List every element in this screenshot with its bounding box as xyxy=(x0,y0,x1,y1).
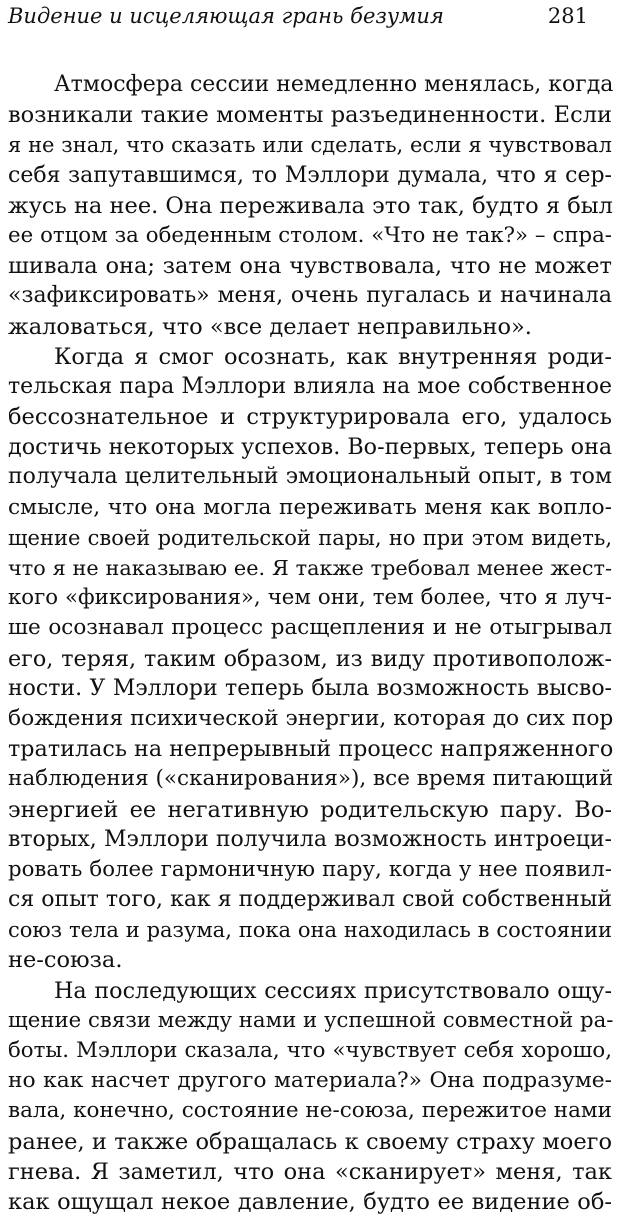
text-line: достичь некоторых успехов. Во-первых, теперь она xyxy=(8,434,613,461)
text-line: «зафиксировать» меня, очень пугалась и начинала xyxy=(8,283,612,309)
text-line: ше осознавал процесс расщепления и не отыгрывал xyxy=(8,615,612,641)
text-line: что я не наказываю ее. Я также требовал менее жест- xyxy=(8,556,612,580)
text-line: возникали такие моменты разъединенности. Если xyxy=(8,102,612,129)
text-line: смысле, что она могла переживать меня как вопло- xyxy=(8,494,612,520)
text-line: бождения психической энергии, которая до сих пор xyxy=(8,705,614,731)
text-line: жаловаться, что «все делает неправильно». xyxy=(8,313,532,340)
page-number: 281 xyxy=(547,4,588,28)
text-line: наблюдения («сканирования»), все время питающий xyxy=(8,766,614,792)
text-line: Атмосфера сессии немедленно менялась, когда xyxy=(54,72,614,97)
text-line: шивала она; затем она чувствовала, что не может xyxy=(8,253,612,280)
text-line: ся опыт того, как я поддерживал свой собственный xyxy=(8,887,612,913)
text-line: ранее, и также обращалась к своему страху моего xyxy=(8,1128,612,1155)
text-line: Когда я смог осознать, как внутренняя роди- xyxy=(54,343,612,370)
text-line: как ощущал некое давление, будто ее видение об- xyxy=(8,1188,612,1215)
text-line: На последующих сессиях присутствовало ощу- xyxy=(54,977,612,1004)
text-line: боты. Мэллори сказала, что «чувствует себя хорошо, xyxy=(8,1038,612,1063)
text-line: его, теряя, таким образом, из виду противополож- xyxy=(8,645,612,672)
text-line: тельская пара Мэллори влияла на мое собственное xyxy=(8,373,612,399)
text-line: вторых, Мэллори получила возможность интроеци- xyxy=(8,826,612,852)
text-line: ровать более гармоничную пару, когда у нее появил- xyxy=(8,856,612,882)
text-line: щение связи между нами и успешной совместной ра- xyxy=(8,1007,614,1033)
text-line: вала, конечно, состояние не-союза, пережитое нами xyxy=(8,1098,612,1124)
text-line: жусь на нее. Она переживала это так, будто я был xyxy=(8,192,613,219)
body-text xyxy=(8,70,612,1217)
text-line: бессознательное и структурировала его, удалось xyxy=(8,404,612,431)
text-line: кого «фиксирования», чем они, тем более, что я луч- xyxy=(8,585,612,611)
text-line: я не знал, что сказать или сделать, если я чувствовал xyxy=(8,133,612,158)
text-line: энергией ее негативную родительскую пару. Во- xyxy=(8,796,612,823)
text-line: ности. У Мэллори теперь была возможность высво- xyxy=(8,675,612,701)
paragraph xyxy=(8,70,612,342)
text-line: получала целительный эмоциональный опыт, в том xyxy=(8,464,612,490)
text-line: щение своей родительской пары, но при этом видеть, xyxy=(8,525,612,550)
text-line: не-союза. xyxy=(8,947,123,974)
running-title: Видение и исцеляющая грань безумия xyxy=(8,4,444,28)
text-line: но как насчет другого материала?» Она подразуме- xyxy=(8,1068,612,1094)
paragraph xyxy=(8,342,612,976)
text-line: гнева. Я заметил, что она «сканирует» меня, так xyxy=(8,1158,612,1185)
text-line: себя запутавшимся, то Мэллори думала, что я сер- xyxy=(8,162,612,188)
text-line: ее отцом за обеденным столом. «Что не так?» – спра- xyxy=(8,222,612,248)
text-line: тратилась на непрерывный процесс напряженного xyxy=(8,736,614,763)
paragraph xyxy=(8,976,612,1218)
text-line: союз тела и разума, пока она находилась в состоянии xyxy=(8,918,612,943)
